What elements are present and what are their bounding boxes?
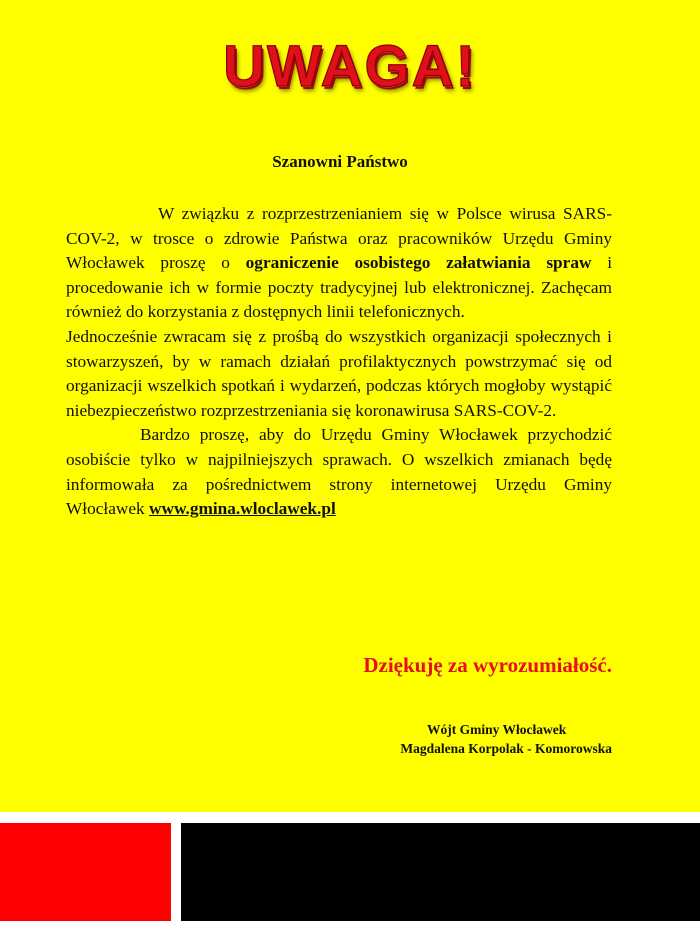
paragraph-3 — [66, 423, 612, 521]
paragraph-3-text: Bardzo proszę, aby do Urzędu Gminy Włocławek przychodzić osobiście tylko w najpilniejszych sprawach. O wszelkich zmianach będę informowała za pośrednictwem strony internetowej Urzędu Gminy Włocławek — [66, 425, 612, 519]
paragraph-1-text-b: i procedowanie ich w formie poczty tradycyjnej lub elektronicznej. Zachęcam również do korzystania z dostępnych linii telefonicznych. — [66, 253, 612, 322]
signature-name: Magdalena Korpolak - Komorowska — [400, 741, 612, 756]
paragraph-1-text-a: W związku z rozprzestrzenianiem się w Polsce wirusa SARS-COV-2, w trosce o zdrowie Państwa oraz pracowników Urzędu Gminy Włocławek proszę o — [66, 204, 612, 273]
signature-role: Wójt Gminy Włocławek — [427, 722, 567, 737]
greeting: Szanowni Państwo — [272, 152, 408, 171]
notice-body — [66, 202, 612, 522]
footer-black-block — [181, 823, 700, 921]
paragraph-1 — [66, 202, 612, 325]
website-link[interactable]: www.gmina.wloclawek.pl — [149, 499, 336, 519]
thanks-text: Dziękuję za wyrozumiałość. — [363, 653, 612, 677]
page-title: UWAGA! — [223, 34, 477, 99]
paragraph-1-bold: ograniczenie osobistego załatwiania spraw — [245, 253, 592, 273]
paragraph-2: Jednocześnie zwracam się z prośbą do wszystkich organizacji społecznych i stowarzyszeń, by w ramach działań profilaktycznych powstrzymać się od organizacji wszelkich spotkań i wydarzeń, podczas których mogłoby wystąpić niebezpieczeństwo rozprzestrzeniania się koronawirusa SARS-COV-2. — [66, 326, 612, 420]
footer-red-block — [0, 823, 171, 921]
